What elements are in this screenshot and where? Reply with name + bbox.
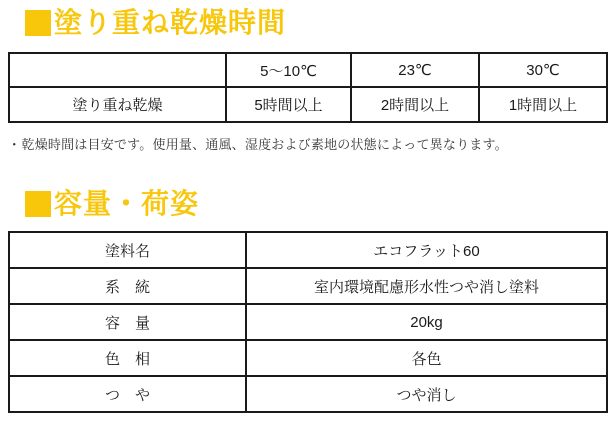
spec-value-cell: 各色: [246, 340, 607, 376]
section-heading-text: 容量・荷姿: [54, 188, 200, 219]
square-bullet-icon: [25, 10, 51, 36]
corner-empty-cell: [9, 53, 226, 87]
section-heading-text: 塗り重ね乾燥時間: [54, 7, 287, 38]
section-heading-recoat-drying-time: [25, 9, 286, 37]
drying-time-footnote: ･ 乾燥時間は目安です。使用量、通風、湿度および素地の状態によって異なります。: [11, 137, 508, 152]
product-spec-table: [8, 231, 608, 413]
spec-value-cell: つや消し: [246, 376, 607, 412]
drying-time-cell: 5時間以上: [226, 87, 351, 122]
spec-value-cell: 20kg: [246, 304, 607, 340]
table-row: [9, 340, 607, 376]
spec-label-cell: 容 量: [9, 304, 246, 340]
spec-label-cell: つ や: [9, 376, 246, 412]
temp-header-cell: 30℃: [479, 53, 607, 87]
table-row: [9, 304, 607, 340]
table-header-row: [9, 53, 607, 87]
drying-time-cell: 2時間以上: [351, 87, 479, 122]
row-label-cell: 塗り重ね乾燥: [9, 87, 226, 122]
spec-value-cell: 室内環境配慮形水性つや消し塗料: [246, 268, 607, 304]
spec-label-cell: 系 統: [9, 268, 246, 304]
table-row: [9, 87, 607, 122]
recoat-drying-time-table: [8, 52, 608, 123]
spec-label-cell: 色 相: [9, 340, 246, 376]
temp-header-cell: 23℃: [351, 53, 479, 87]
drying-time-cell: 1時間以上: [479, 87, 607, 122]
spec-value-cell: エコフラット60: [246, 232, 607, 268]
temp-header-cell: 5～10℃: [226, 53, 351, 87]
table-row: [9, 268, 607, 304]
table-row: [9, 376, 607, 412]
square-bullet-icon: [25, 191, 51, 217]
section-heading-volume-packaging: [25, 190, 199, 218]
spec-label-cell: 塗料名: [9, 232, 246, 268]
table-row: [9, 232, 607, 268]
